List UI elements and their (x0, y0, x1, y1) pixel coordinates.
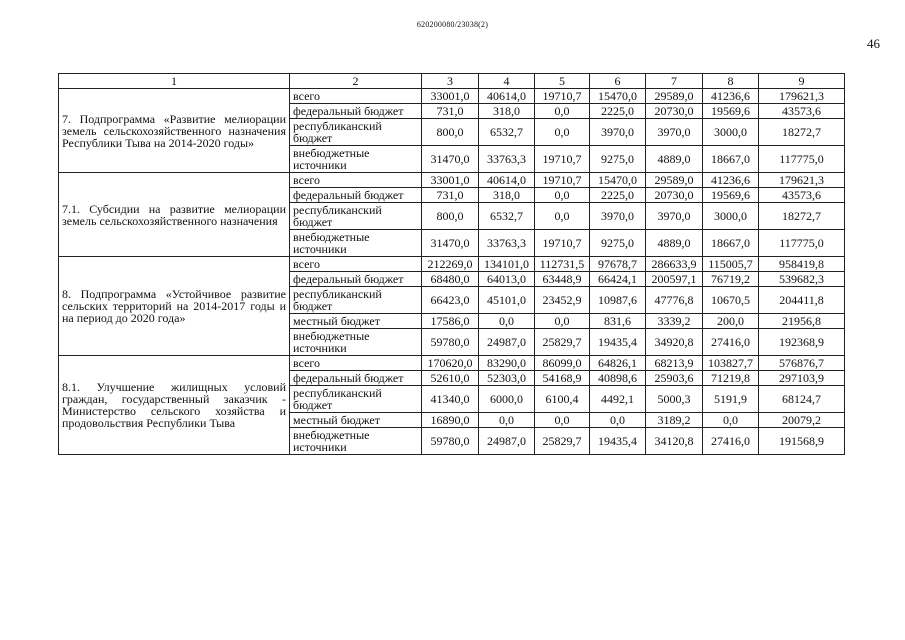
value-cell: 97678,7 (590, 257, 646, 272)
value-cell: 117775,0 (759, 230, 845, 257)
page-number: 46 (867, 36, 880, 51)
funding-source-cell: республиканский бюджет (290, 203, 422, 230)
value-cell: 117775,0 (759, 146, 845, 173)
value-cell: 19569,6 (703, 104, 759, 119)
value-cell: 20730,0 (646, 188, 703, 203)
value-cell: 0,0 (703, 413, 759, 428)
value-cell: 191568,9 (759, 428, 845, 455)
value-cell: 52303,0 (479, 371, 535, 386)
value-cell: 19710,7 (535, 173, 590, 188)
value-cell: 31470,0 (422, 230, 479, 257)
value-cell: 68480,0 (422, 272, 479, 287)
value-cell: 10670,5 (703, 287, 759, 314)
funding-source-cell: всего (290, 89, 422, 104)
value-cell: 19569,6 (703, 188, 759, 203)
value-cell: 19435,4 (590, 329, 646, 356)
value-cell: 19710,7 (535, 89, 590, 104)
value-cell: 83290,0 (479, 356, 535, 371)
value-cell: 15470,0 (590, 89, 646, 104)
value-cell: 27416,0 (703, 428, 759, 455)
header-cell: 5 (535, 74, 590, 89)
value-cell: 25829,7 (535, 428, 590, 455)
value-cell: 41236,6 (703, 173, 759, 188)
value-cell: 54168,9 (535, 371, 590, 386)
header-cell: 4 (479, 74, 535, 89)
funding-source-cell: внебюджетные источники (290, 329, 422, 356)
header-cell: 8 (703, 74, 759, 89)
value-cell: 2225,0 (590, 104, 646, 119)
value-cell: 16890,0 (422, 413, 479, 428)
header-cell: 7 (646, 74, 703, 89)
value-cell: 4889,0 (646, 230, 703, 257)
value-cell: 15470,0 (590, 173, 646, 188)
value-cell: 200,0 (703, 314, 759, 329)
funding-source-cell: всего (290, 173, 422, 188)
value-cell: 5191,9 (703, 386, 759, 413)
value-cell: 3970,0 (646, 203, 703, 230)
value-cell: 33001,0 (422, 173, 479, 188)
value-cell: 297103,9 (759, 371, 845, 386)
value-cell: 40898,6 (590, 371, 646, 386)
funding-source-cell: федеральный бюджет (290, 188, 422, 203)
value-cell: 179621,3 (759, 173, 845, 188)
funding-source-cell: всего (290, 356, 422, 371)
value-cell: 0,0 (535, 119, 590, 146)
value-cell: 40614,0 (479, 173, 535, 188)
funding-source-cell: местный бюджет (290, 314, 422, 329)
value-cell: 52610,0 (422, 371, 479, 386)
funding-source-cell: федеральный бюджет (290, 104, 422, 119)
value-cell: 800,0 (422, 203, 479, 230)
funding-source-cell: внебюджетные источники (290, 230, 422, 257)
value-cell: 21956,8 (759, 314, 845, 329)
value-cell: 3339,2 (646, 314, 703, 329)
value-cell: 3970,0 (590, 203, 646, 230)
value-cell: 2225,0 (590, 188, 646, 203)
value-cell: 6532,7 (479, 203, 535, 230)
value-cell: 103827,7 (703, 356, 759, 371)
value-cell: 286633,9 (646, 257, 703, 272)
value-cell: 115005,7 (703, 257, 759, 272)
value-cell: 76719,2 (703, 272, 759, 287)
value-cell: 43573,6 (759, 188, 845, 203)
value-cell: 19710,7 (535, 146, 590, 173)
program-name-cell: 7.1. Субсидии на развитие мелиорации земель сельскохозяйственного назначения (59, 173, 290, 257)
value-cell: 318,0 (479, 188, 535, 203)
value-cell: 6532,7 (479, 119, 535, 146)
value-cell: 0,0 (535, 104, 590, 119)
funding-source-cell: республиканский бюджет (290, 386, 422, 413)
value-cell: 64826,1 (590, 356, 646, 371)
value-cell: 63448,9 (535, 272, 590, 287)
value-cell: 0,0 (479, 314, 535, 329)
value-cell: 29589,0 (646, 89, 703, 104)
value-cell: 19710,7 (535, 230, 590, 257)
value-cell: 800,0 (422, 119, 479, 146)
value-cell: 539682,3 (759, 272, 845, 287)
table-row (59, 257, 845, 272)
table-row (59, 356, 845, 371)
value-cell: 33763,3 (479, 146, 535, 173)
value-cell: 192368,9 (759, 329, 845, 356)
value-cell: 20079,2 (759, 413, 845, 428)
table-body (59, 74, 845, 455)
value-cell: 34120,8 (646, 428, 703, 455)
value-cell: 5000,3 (646, 386, 703, 413)
header-cell: 3 (422, 74, 479, 89)
value-cell: 0,0 (535, 188, 590, 203)
value-cell: 41236,6 (703, 89, 759, 104)
program-name-cell: 8. Подпрограмма «Устойчивое развитие сельских территорий на 2014-2017 годы и на период до 2020 года» (59, 257, 290, 356)
value-cell: 731,0 (422, 188, 479, 203)
value-cell: 18667,0 (703, 146, 759, 173)
value-cell: 17586,0 (422, 314, 479, 329)
value-cell: 3970,0 (646, 119, 703, 146)
value-cell: 71219,8 (703, 371, 759, 386)
value-cell: 831,6 (590, 314, 646, 329)
value-cell: 68213,9 (646, 356, 703, 371)
value-cell: 9275,0 (590, 146, 646, 173)
value-cell: 4492,1 (590, 386, 646, 413)
value-cell: 731,0 (422, 104, 479, 119)
value-cell: 34920,8 (646, 329, 703, 356)
value-cell: 66424,1 (590, 272, 646, 287)
header-cell: 1 (59, 74, 290, 89)
value-cell: 59780,0 (422, 329, 479, 356)
value-cell: 170620,0 (422, 356, 479, 371)
value-cell: 134101,0 (479, 257, 535, 272)
value-cell: 6000,0 (479, 386, 535, 413)
value-cell: 86099,0 (535, 356, 590, 371)
value-cell: 41340,0 (422, 386, 479, 413)
funding-source-cell: федеральный бюджет (290, 371, 422, 386)
value-cell: 24987,0 (479, 428, 535, 455)
value-cell: 40614,0 (479, 89, 535, 104)
value-cell: 59780,0 (422, 428, 479, 455)
funding-source-cell: всего (290, 257, 422, 272)
value-cell: 3000,0 (703, 119, 759, 146)
table-header-row (59, 74, 845, 89)
value-cell: 68124,7 (759, 386, 845, 413)
budget-table (58, 73, 845, 455)
funding-source-cell: республиканский бюджет (290, 287, 422, 314)
funding-source-cell: внебюджетные источники (290, 146, 422, 173)
value-cell: 66423,0 (422, 287, 479, 314)
value-cell: 3000,0 (703, 203, 759, 230)
value-cell: 10987,6 (590, 287, 646, 314)
value-cell: 212269,0 (422, 257, 479, 272)
value-cell: 64013,0 (479, 272, 535, 287)
funding-source-cell: республиканский бюджет (290, 119, 422, 146)
value-cell: 18667,0 (703, 230, 759, 257)
value-cell: 25829,7 (535, 329, 590, 356)
value-cell: 576876,7 (759, 356, 845, 371)
value-cell: 18272,7 (759, 119, 845, 146)
value-cell: 0,0 (535, 314, 590, 329)
value-cell: 958419,8 (759, 257, 845, 272)
value-cell: 24987,0 (479, 329, 535, 356)
value-cell: 25903,6 (646, 371, 703, 386)
value-cell: 9275,0 (590, 230, 646, 257)
value-cell: 318,0 (479, 104, 535, 119)
value-cell: 33763,3 (479, 230, 535, 257)
value-cell: 29589,0 (646, 173, 703, 188)
value-cell: 179621,3 (759, 89, 845, 104)
table-row (59, 89, 845, 104)
value-cell: 4889,0 (646, 146, 703, 173)
value-cell: 0,0 (479, 413, 535, 428)
table-row (59, 173, 845, 188)
value-cell: 18272,7 (759, 203, 845, 230)
funding-source-cell: федеральный бюджет (290, 272, 422, 287)
header-cell: 6 (590, 74, 646, 89)
value-cell: 3189,2 (646, 413, 703, 428)
funding-source-cell: местный бюджет (290, 413, 422, 428)
value-cell: 33001,0 (422, 89, 479, 104)
value-cell: 0,0 (590, 413, 646, 428)
header-cell: 2 (290, 74, 422, 89)
value-cell: 3970,0 (590, 119, 646, 146)
document-id: 620200080/23038(2) (416, 20, 489, 29)
value-cell: 19435,4 (590, 428, 646, 455)
value-cell: 47776,8 (646, 287, 703, 314)
value-cell: 31470,0 (422, 146, 479, 173)
value-cell: 43573,6 (759, 104, 845, 119)
program-name-cell: 7. Подпрограмма «Развитие мелиорации земель сельскохозяйственного назначения Республики Тыва на 2014-2020 годы» (59, 89, 290, 173)
value-cell: 6100,4 (535, 386, 590, 413)
value-cell: 112731,5 (535, 257, 590, 272)
funding-source-cell: внебюджетные источники (290, 428, 422, 455)
value-cell: 204411,8 (759, 287, 845, 314)
value-cell: 20730,0 (646, 104, 703, 119)
value-cell: 0,0 (535, 203, 590, 230)
value-cell: 23452,9 (535, 287, 590, 314)
value-cell: 45101,0 (479, 287, 535, 314)
value-cell: 200597,1 (646, 272, 703, 287)
value-cell: 27416,0 (703, 329, 759, 356)
header-cell: 9 (759, 74, 845, 89)
program-name-cell: 8.1. Улучшение жилищных условий граждан, государственный заказчик - Министерство сельского хозяйства и продовольствия Республики Тыва (59, 356, 290, 455)
value-cell: 0,0 (535, 413, 590, 428)
